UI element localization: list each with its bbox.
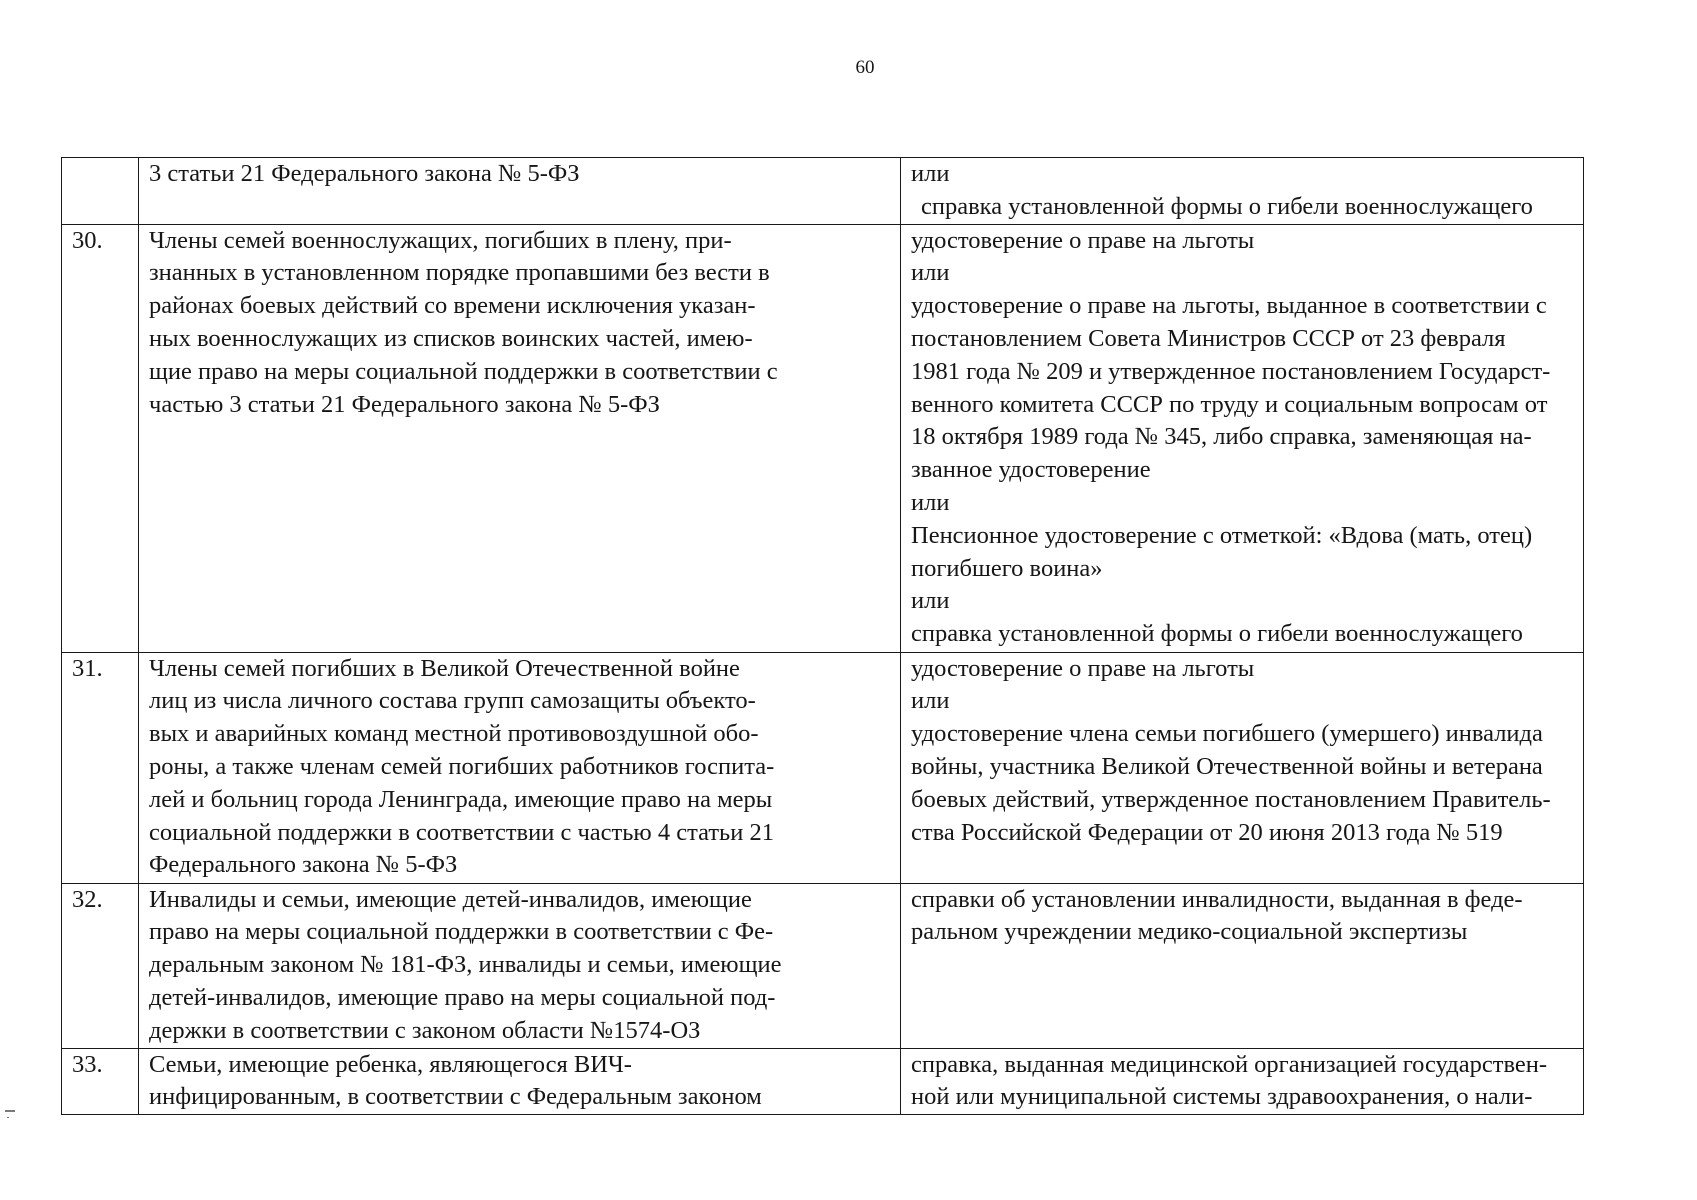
table-row [62,1048,1584,1115]
row-number-cell [62,883,139,1048]
category-line: право на меры социальной поддержки в соответствии с Фе- [149,918,774,946]
category-cell [139,1048,901,1115]
documents-line: Пенсионное удостоверение с отметкой: «Вдова (мать, отец) [911,521,1533,549]
category-line: районах боевых действий со времени исключения указан- [149,292,756,320]
documents-line: или [911,587,950,615]
category-cell [139,652,901,883]
documents-line: 1981 года № 209 и утвержденное постановлением Государст- [911,357,1551,385]
documents-line: справка установленной формы о гибели военнослужащего [911,620,1523,648]
documents-line: званное удостоверение [911,456,1151,484]
category-line: Члены семей погибших в Великой Отечественной войне [149,654,740,682]
category-line: Федерального закона № 5-ФЗ [149,851,458,879]
documents-cell [901,224,1584,652]
documents-cell [901,158,1584,225]
category-line: инфицированным, в соответствии с Федеральным законом [149,1083,762,1111]
row-number-cell [62,224,139,652]
documents-line: справки об установлении инвалидности, выданная в феде- [911,885,1523,913]
page-number: 60 [855,57,875,78]
documents-line: постановлением Совета Министров СССР от 23 февраля [911,324,1506,352]
table-row [62,224,1584,652]
documents-line: справка установленной формы о гибели военнослужащего [921,192,1533,220]
category-line: вых и аварийных команд местной противовоздушной обо- [149,720,759,748]
documents-line: удостоверение члена семьи погибшего (умершего) инвалида [911,720,1543,748]
documents-line: ральном учреждении медико-социальной экспертизы [911,918,1468,946]
row-number: 32. [72,885,103,913]
scan-edge-mark [5,1110,15,1112]
scan-edge-mark [7,1117,9,1118]
documents-line: ной или муниципальной системы здравоохранения, о нали- [911,1083,1533,1111]
documents-line: или [911,488,950,516]
documents-line: справка, выданная медицинской организацией государствен- [911,1050,1548,1078]
documents-cell [901,883,1584,1048]
documents-line: или [911,259,950,287]
documents-line: войны, участника Великой Отечественной войны и ветерана [911,752,1543,780]
category-line: социальной поддержки в соответствии с частью 4 статьи 21 [149,818,774,846]
category-line: ных военнослужащих из списков воинских частей, имею- [149,324,753,352]
category-line: Члены семей военнослужащих, погибших в плену, при- [149,226,732,254]
documents-line: погибшего воина» [911,554,1103,582]
table-row [62,158,1584,225]
documents-line: венного комитета СССР по труду и социальным вопросам от [911,390,1548,418]
category-line: лей и больниц города Ленинграда, имеющие право на меры [149,785,773,813]
row-number-cell [62,1048,139,1115]
table-row [62,883,1584,1048]
category-line: роны, а также членам семей погибших работников госпита- [149,752,775,780]
category-cell [139,158,901,225]
category-line: частью 3 статьи 21 Федерального закона № 5-ФЗ [149,390,660,418]
documents-cell [901,652,1584,883]
category-line: щие право на меры социальной поддержки в соответствии с [149,357,778,385]
category-cell [139,224,901,652]
documents-line: удостоверение о праве на льготы [911,654,1255,682]
documents-line: удостоверение о праве на льготы, выданное в соответствии с [911,292,1547,320]
category-line: Инвалиды и семьи, имеющие детей-инвалидов, имеющие [149,885,752,913]
documents-line: или [911,160,950,187]
row-number: 33. [72,1050,103,1078]
category-line: детей-инвалидов, имеющие право на меры социальной под- [149,983,776,1011]
table-row [62,652,1584,883]
documents-line: ства Российской Федерации от 20 июня 2013 года № 519 [911,818,1503,846]
row-number-cell [62,652,139,883]
documents-line: 18 октября 1989 года № 345, либо справка, заменяющая на- [911,423,1532,451]
category-cell [139,883,901,1048]
category-line: держки в соответствии с законом области №1574-ОЗ [149,1016,701,1044]
row-number: 30. [72,226,103,254]
row-number: 31. [72,654,103,682]
category-line: лиц из числа личного состава групп самозащиты объекто- [149,687,756,715]
category-line: знанных в установленном порядке пропавшими без вести в [149,259,770,287]
category-line: Семьи, имеющие ребенка, являющегося ВИЧ- [149,1050,632,1078]
category-line: 3 статьи 21 Федерального закона № 5-ФЗ [149,160,580,187]
category-line: деральным законом № 181-ФЗ, инвалиды и семьи, имеющие [149,951,782,979]
documents-line: или [911,687,950,715]
table-body [62,158,1584,1115]
documents-line: удостоверение о праве на льготы [911,226,1255,254]
row-number-cell [62,158,139,225]
documents-cell [901,1048,1584,1115]
documents-line: боевых действий, утвержденное постановлением Правитель- [911,785,1551,813]
benefits-documents-table [61,157,1584,1115]
